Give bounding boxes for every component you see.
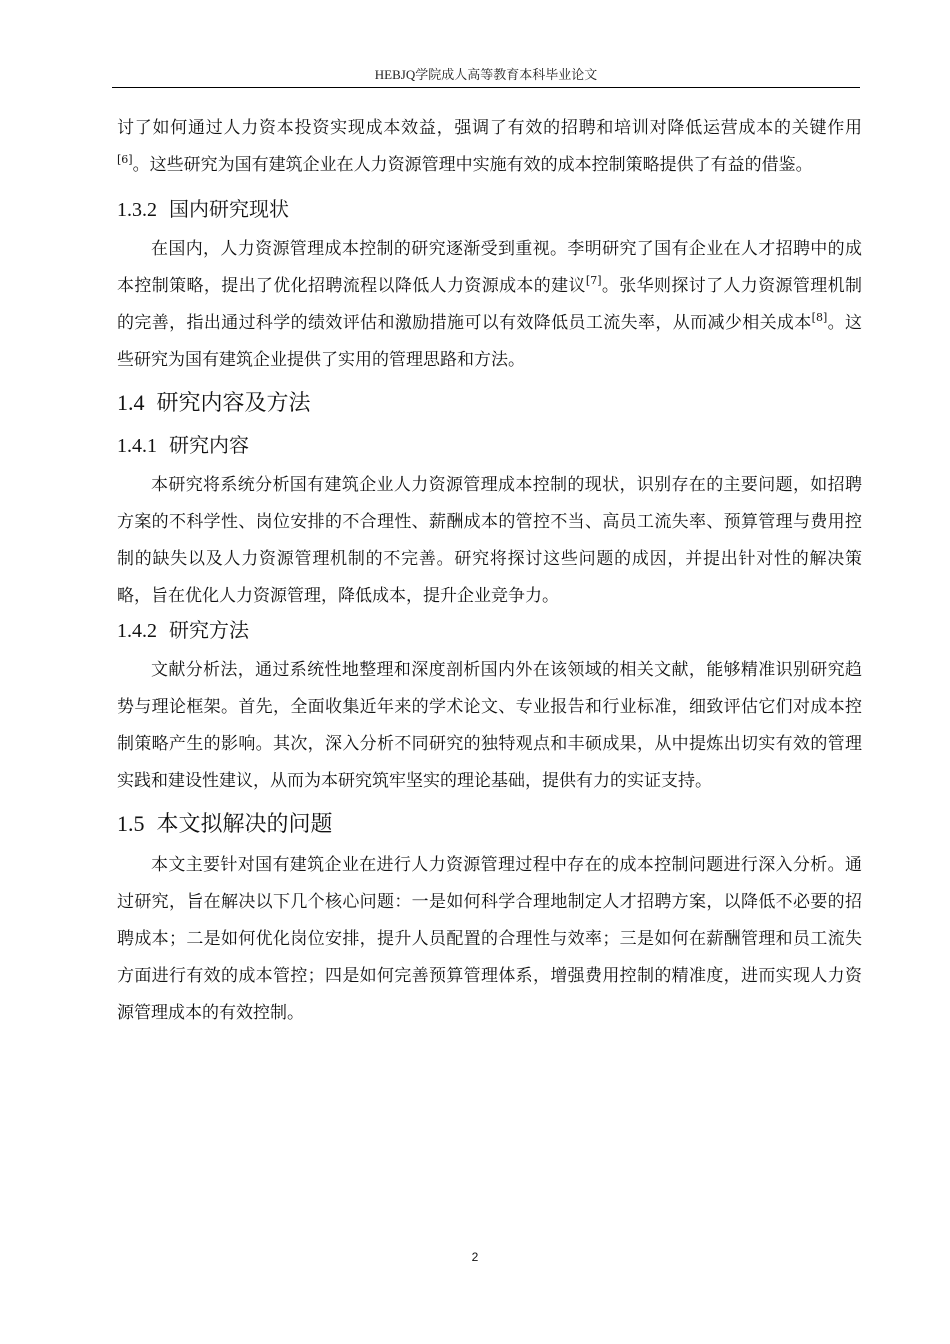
section-title: 本文拟解决的问题 <box>156 812 333 837</box>
section-title: 研究方法 <box>169 618 249 642</box>
paragraph-text: 讨了如何通过人力资本投资实现成本效益，强调了有效的招聘和培训对降低运营成本的关键作用 <box>117 118 862 138</box>
section-title: 国内研究现状 <box>169 197 289 221</box>
paragraph-text: 。这些研究为国有建筑企业提供了实用的管理思路和方法。 <box>117 313 862 370</box>
paragraph-research-method: 文献分析法，通过系统性地整理和深度剖析国内外在该领域的相关文献，能够精准识别研究趋势与理论框架。首先，全面收集近年来的学术论文、专业报告和行业标准，细致评估它们对成本控制策略产生的影响。其次，深入分析不同研究的独特观点和丰硕成果，从中提炼出切实有效的管理实践和建设性建议，从而为本研究筑牢坚实的理论基础，提供有力的实证支持。 <box>117 660 862 791</box>
page-body <box>117 110 862 1032</box>
section-heading-1-4 <box>117 387 862 420</box>
header-rule <box>112 87 860 88</box>
paragraph-text: 在国内，人力资源管理成本控制的研究逐渐受到重视。李明研究了国有企业在人才招聘中的成本控制策略，提出了优化招聘流程以降低人力资源成本的建议 <box>117 239 862 296</box>
section-title: 研究内容 <box>169 433 249 457</box>
section-number: 1.3.2 <box>117 199 157 221</box>
section-heading-1-4-1 <box>117 430 862 461</box>
section-number: 1.4.2 <box>117 620 157 642</box>
section-number: 1.5 <box>117 811 145 836</box>
page-number: 2 <box>471 1250 479 1264</box>
section-title: 研究内容及方法 <box>156 391 311 416</box>
section-number: 1.4 <box>117 390 145 415</box>
citation-ref: [6] <box>117 153 133 166</box>
citation-ref: [8] <box>811 311 828 324</box>
paragraph-problems: 本文主要针对国有建筑企业在进行人力资源管理过程中存在的成本控制问题进行深入分析。通过研究，旨在解决以下几个核心问题：一是如何科学合理地制定人才招聘方案，以降低不必要的招聘成本；二是如何优化岗位安排，提升人员配置的合理性与效率；三是如何在薪酬管理和员工流失方面进行有效的成本管控；四是如何完善预算管理体系，增强费用控制的精准度，进而实现人力资源管理成本的有效控制。 <box>117 855 862 1023</box>
section-heading-1-5 <box>117 808 862 841</box>
paragraph-domestic-research <box>117 231 862 379</box>
citation-ref: [7] <box>585 274 602 287</box>
paragraph-continued <box>117 110 862 184</box>
section-heading-1-3-2 <box>117 194 862 225</box>
running-header: HEBJQ学院成人高等教育本科毕业论文 <box>374 67 598 82</box>
paragraph-research-content: 本研究将系统分析国有建筑企业人力资源管理成本控制的现状，识别存在的主要问题，如招聘方案的不科学性、岗位安排的不合理性、薪酬成本的管控不当、高员工流失率、预算管理与费用控制的缺失以及人力资源管理机制的不完善。研究将探讨这些问题的成因，并提出针对性的解决策略，旨在优化人力资源管理，降低成本，提升企业竞争力。 <box>117 475 862 606</box>
paragraph-text: 。张华则探讨了人力资源管理机制的完善，指出通过科学的绩效评估和激励措施可以有效降低员工流失率，从而减少相关成本 <box>117 276 863 333</box>
paragraph-text: 。这些研究为国有建筑企业在人力资源管理中实施有效的成本控制策略提供了有益的借鉴。 <box>132 155 813 175</box>
section-heading-1-4-2 <box>117 615 862 646</box>
section-number: 1.4.1 <box>117 435 157 457</box>
